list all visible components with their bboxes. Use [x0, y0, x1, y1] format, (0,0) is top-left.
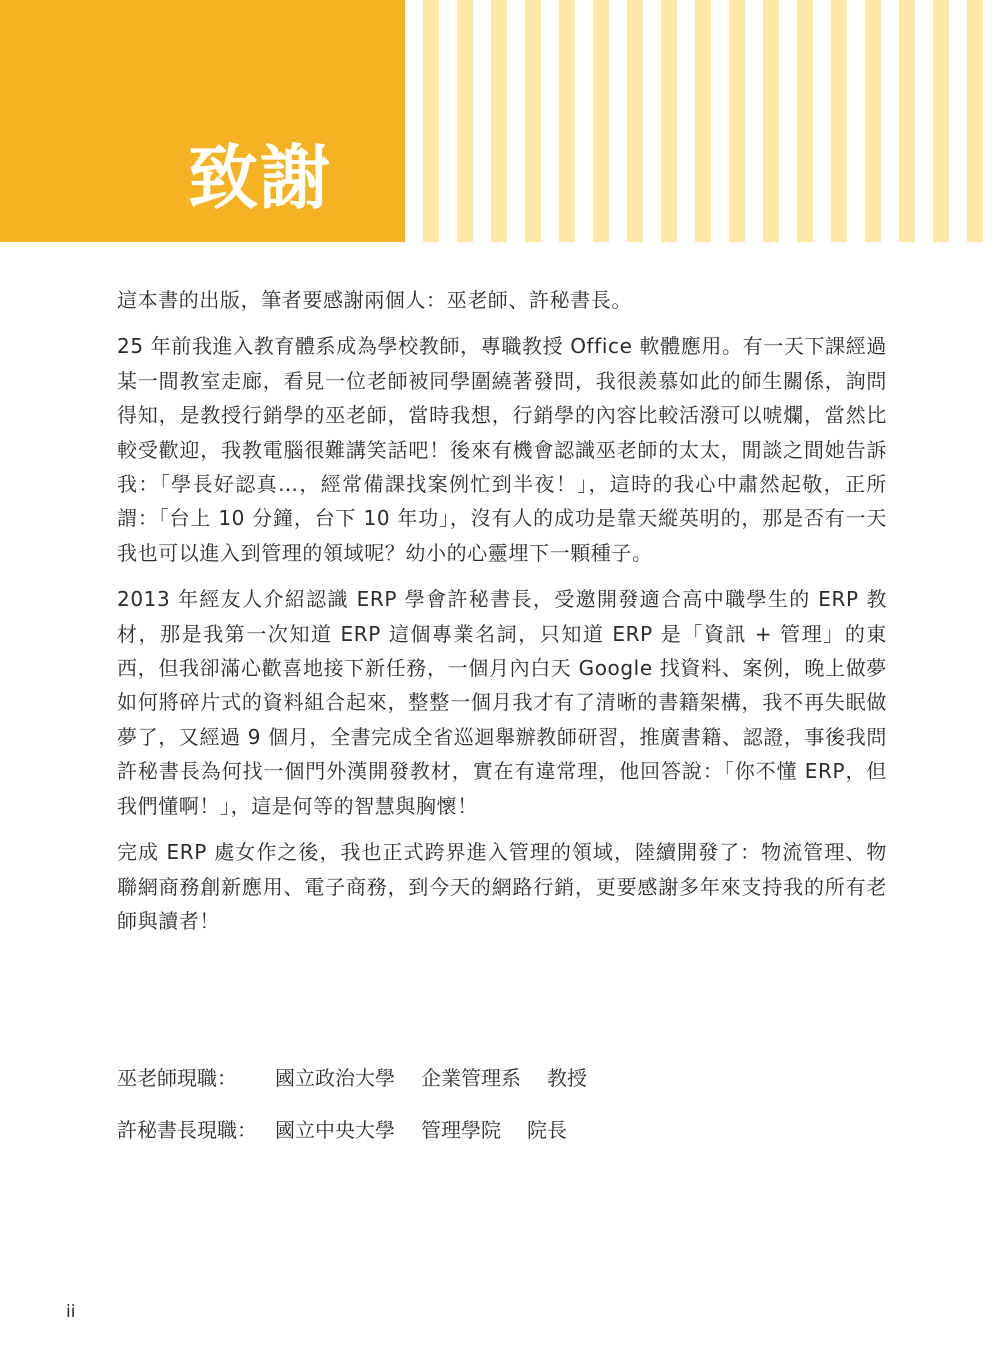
credit-institution: 國立政治大學 — [275, 1066, 395, 1090]
credit-position: 教授 — [547, 1066, 587, 1090]
title-banner — [0, 0, 405, 242]
paragraph-4: 完成 ERP 處女作之後，我也正式跨界進入管理的領域，陸續開發了：物流管理、物聯網商務創新應用、電子商務，到今天的網路行銷，更要感謝多年來支持我的所有老師與讀者！ — [117, 840, 887, 933]
page-number: ii — [66, 1302, 76, 1322]
credit-row-hsu — [117, 1104, 613, 1156]
page-title: 致謝 — [188, 136, 332, 219]
credit-row-wu — [117, 1052, 613, 1104]
acknowledgement-body — [117, 283, 887, 950]
credit-position: 院長 — [527, 1118, 567, 1142]
striped-banner-decoration — [405, 0, 1000, 242]
credits-section — [117, 1052, 613, 1156]
credit-department: 管理學院 — [421, 1118, 501, 1142]
paragraph-2: 25 年前我進入教育體系成為學校教師，專職教授 Office 軟體應用。有一天下課經過某一間教室走廊，看見一位老師被同學圍繞著發問，我很羨慕如此的師生關係，詢問得知，是教授行銷學的巫老師，當時我想，行銷學的內容比較活潑可以唬爛，當然比較受歡迎，我教電腦很難講笑話吧！後來有機會認識巫老師的太太，閒談之間她告訴我：「學長好認真…，經常備課找案例忙到半夜！」，這時的我心中肅然起敬，正所謂：「台上 10 分鐘，台下 10 年功」，沒有人的成功是靠天縱英明的，那是否有一天我也可以進入到管理的領域呢？幼小的心靈埋下一顆種子。 — [117, 334, 887, 565]
credit-label: 許秘書長現職： — [117, 1118, 257, 1142]
credit-label: 巫老師現職： — [117, 1066, 237, 1090]
paragraph-1: 這本書的出版，筆者要感謝兩個人：巫老師、許秘書長。 — [117, 288, 632, 312]
credit-institution: 國立中央大學 — [275, 1118, 395, 1142]
credit-department: 企業管理系 — [421, 1066, 521, 1090]
paragraph-3: 2013 年經友人介紹認識 ERP 學會許秘書長，受邀開發適合高中職學生的 ERP 教材，那是我第一次知道 ERP 這個專業名詞，只知道 ERP 是「資訊 + 管理」的東西，但我卻滿心歡喜地接下新任務，一個月內白天 Google 找資料、案例，晚上做夢如何將碎片式的資料組合起來，整整一個月我才有了清晰的書籍架構，我不再失眠做夢了，又經過 9 個月，全書完成全省巡迴舉辦教師研習，推廣書籍、認證，事後我問許秘書長為何找一個門外漢開發教材，實在有違常理，他回答說：「你不懂 ERP，但我們懂啊！」，這是何等的智慧與胸懷！ — [117, 587, 887, 818]
